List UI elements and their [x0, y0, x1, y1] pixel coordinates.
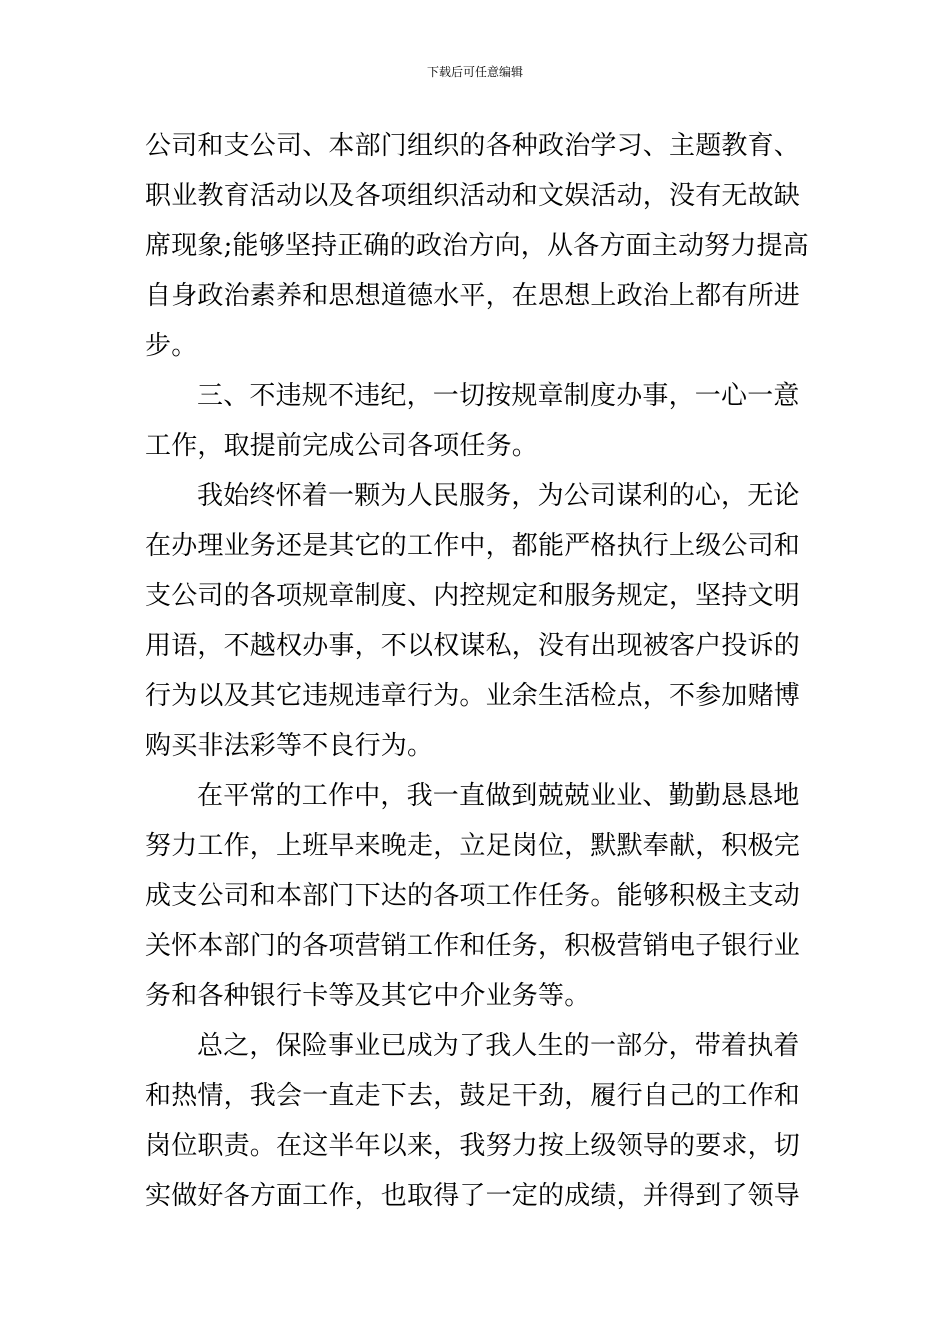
text-line: 用语，不越权办事，不以权谋私，没有出现被客户投诉的 [145, 631, 801, 661]
text-line: 努力工作，上班早来晚走，立足岗位，默默奉献，积极完 [145, 831, 801, 861]
paragraph-first-line: 我始终怀着一颗为人民服务，为公司谋利的心，无论 [197, 481, 800, 511]
text-line: 工作，取提前完成公司各项任务。 [145, 431, 539, 461]
text-line: 支公司的各项规章制度、内控规定和服务规定，坚持文明 [145, 581, 801, 611]
text-line: 在办理业务还是其它的工作中，都能严格执行上级公司和 [145, 531, 801, 561]
text-line: 公司和支公司、本部门组织的各种政治学习、主题教育、 [145, 131, 801, 161]
text-line: 岗位职责。在这半年以来，我努力按上级领导的要求，切 [145, 1131, 801, 1161]
text-line: 购买非法彩等不良行为。 [145, 731, 434, 761]
paragraph-first-line: 在平常的工作中，我一直做到兢兢业业、勤勤恳恳地 [197, 781, 800, 811]
text-line: 席现象;能够坚持正确的政治方向，从各方面主动努力提高 [145, 231, 809, 261]
text-line: 实做好各方面工作，也取得了一定的成绩，并得到了领导 [145, 1181, 801, 1211]
body-text [145, 121, 810, 1221]
text-line: 步。 [145, 331, 198, 361]
text-line: 和热情，我会一直走下去，鼓足干劲，履行自己的工作和 [145, 1081, 801, 1111]
text-line: 行为以及其它违规违章行为。业余生活检点，不参加赌博 [145, 681, 801, 711]
paragraph-first-line: 三、不违规不违纪，一切按规章制度办事，一心一意 [197, 381, 800, 411]
page-header: 下载后可任意编辑 [426, 65, 523, 79]
paragraph-first-line: 总之，保险事业已成为了我人生的一部分，带着执着 [197, 1031, 800, 1061]
text-line: 关怀本部门的各项营销工作和任务，积极营销电子银行业 [145, 931, 801, 961]
text-line: 自身政治素养和思想道德水平，在思想上政治上都有所进 [145, 281, 801, 311]
text-line: 成支公司和本部门下达的各项工作任务。能够积极主支动 [145, 881, 801, 911]
text-line: 职业教育活动以及各项组织活动和文娱活动，没有无故缺 [145, 181, 801, 211]
text-line: 务和各种银行卡等及其它中介业务等。 [145, 981, 591, 1011]
